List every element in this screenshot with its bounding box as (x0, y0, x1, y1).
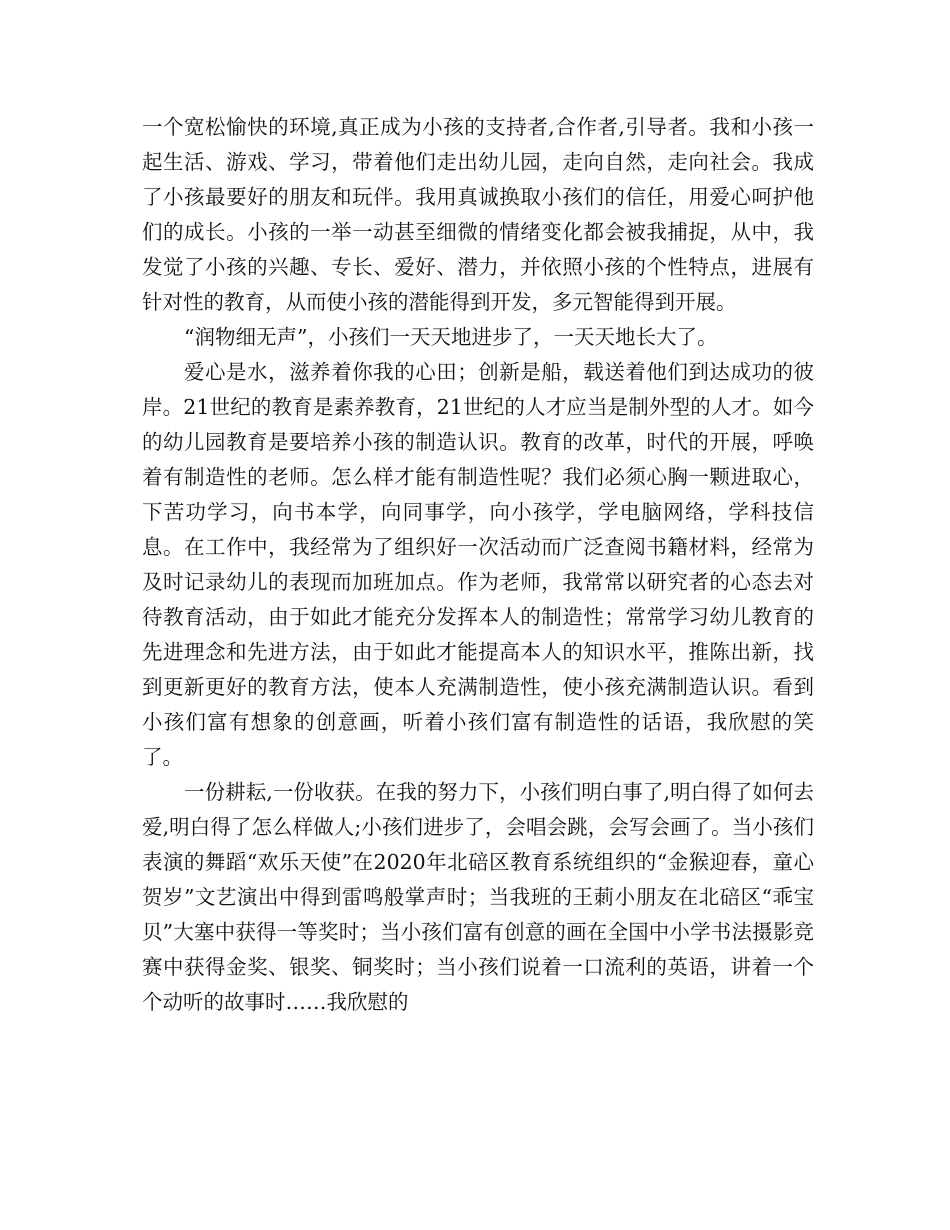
document-page (142, 110, 814, 1020)
paragraph-2: “润物细无声”，小孩们一天天地进步了，一天天地长大了。 (184, 325, 718, 349)
paragraph-4: 一份耕耘,一份收获。在我的努力下，小孩们明白事了,明白得了如何去爱,明白得了怎么样做人;小孩们进步了，会唱会跳，会写会画了。当小孩们表演的舞蹈“欢乐天使”在2020年北碚区教育系统组织的“金猴迎春，童心贺岁”文艺演出中得到雷鸣般掌声时；当我班的王莿小朋友在北碚区“乖宝贝”大塞中获得一等奖时；当小孩们富有创意的画在全国中小学书法摄影竞赛中获得金奖、银奖、铜奖时；当小孩们说着一口流利的英语，讲着一个个动听的故事时……我欣慰的 (142, 780, 814, 1014)
paragraph-3: 爱心是水，滋养着你我的心田；创新是船，载送着他们到达成功的彼岸。21世纪的教育是素养教育，21世纪的人才应当是制外型的人才。如今的幼儿园教育是要培养小孩的制造认识。教育的改革，时代的开展，呼唤着有制造性的老师。怎么样才能有制造性呢？我们必须心胸一颗进取心，下苦功学习，向书本学，向同事学，向小孩学，学电脑网络，学科技信息。在工作中，我经常为了组织好一次活动而广泛查阅书籍材料，经常为及时记录幼儿的表现而加班加点。作为老师，我常常以研究者的心态去对待教育活动，由于如此才能充分发挥本人的制造性；常常学习幼儿教育的先进理念和先进方法，由于如此才能提高本人的知识水平，推陈出新，找到更新更好的教育方法，使本人充满制造性，使小孩充满制造认识。看到小孩们富有想象的创意画，听着小孩们富有制造性的话语，我欣慰的笑了。 (142, 360, 814, 769)
paragraph-1: 一个宽松愉快的环境,真正成为小孩的支持者,合作者,引导者。我和小孩一起生活、游戏、学习，带着他们走出幼儿园，走向自然，走向社会。我成了小孩最要好的朋友和玩伴。我用真诚换取小孩们的信任，用爱心呵护他们的成长。小孩的一举一动甚至细微的情绪变化都会被我捕捉，从中，我发觉了小孩的兴趣、专长、爱好、潜力，并依照小孩的个性特点，进展有针对性的教育，从而使小孩的潜能得到开发，多元智能得到开展。 (142, 115, 814, 314)
